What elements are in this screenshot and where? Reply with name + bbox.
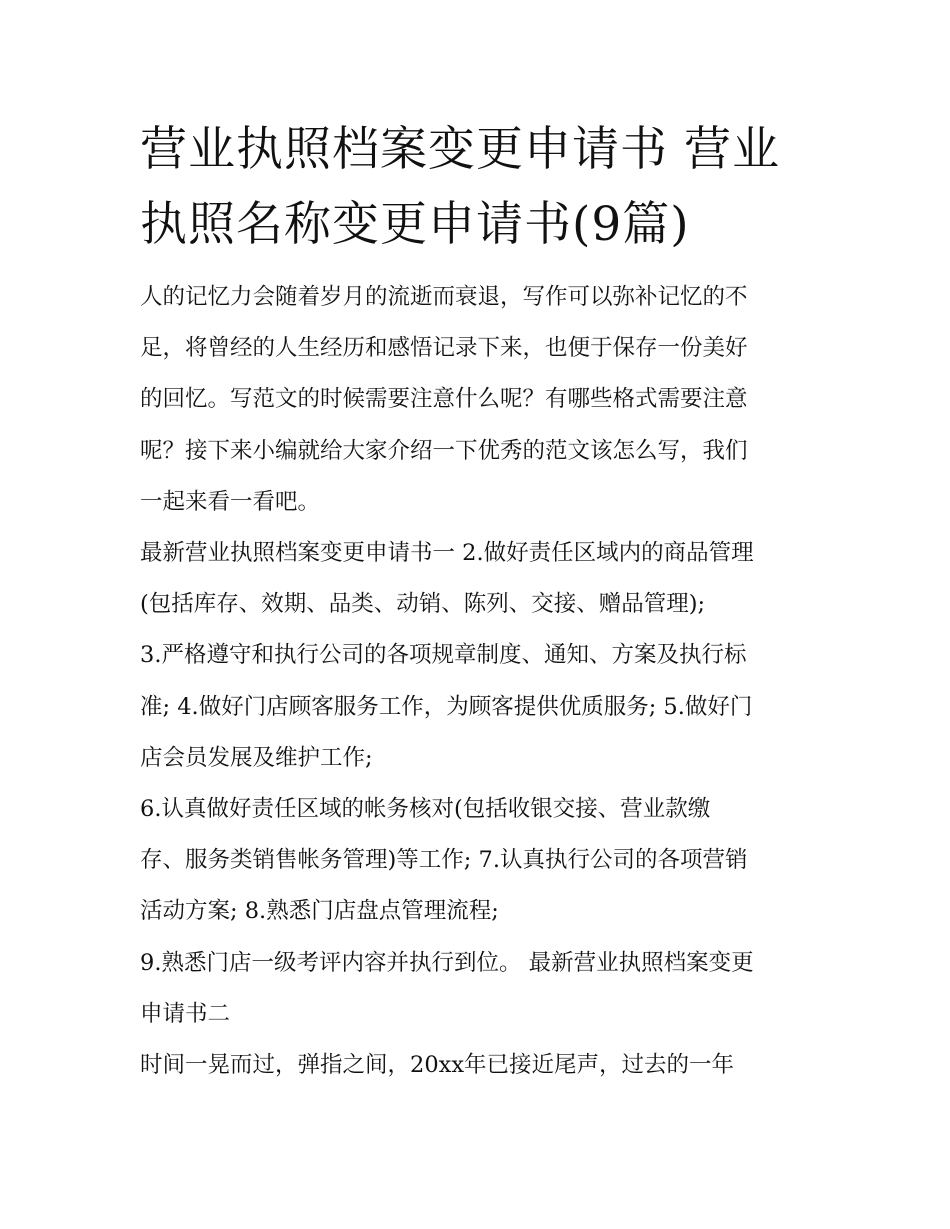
intro-paragraph (140, 272, 812, 528)
text-line: 足，将曾经的人生经历和感悟记录下来，也便于保存一份美好 (140, 335, 748, 362)
section-two-paragraph (140, 1040, 812, 1091)
text-line: 3.严格遵守和执行公司的各项规章制度、通知、方案及执行标 (140, 642, 747, 669)
item-3-paragraph (140, 630, 812, 784)
text-line: 最新营业执照档案变更申请书一 2.做好责任区域内的商品管理 (140, 540, 754, 567)
section-one-paragraph (140, 528, 812, 630)
document-title (140, 112, 812, 262)
text-line: (包括库存、效期、品类、动销、陈列、交接、赠品管理); (140, 591, 706, 618)
text-line: 存、服务类销售帐务管理)等工作; 7.认真执行公司的各项营销 (140, 847, 748, 874)
text-line: 6.认真做好责任区域的帐务核对(包括收银交接、营业款缴 (140, 796, 711, 823)
document-page (140, 112, 812, 1091)
title-line-2: 执照名称变更申请书(9篇) (140, 197, 690, 252)
text-line: 时间一晃而过，弹指之间，20xx年已接近尾声，过去的一年 (140, 1052, 735, 1079)
item-9-paragraph (140, 938, 812, 1040)
text-line: 人的记忆力会随着岁月的流逝而衰退，写作可以弥补记忆的不 (140, 284, 748, 310)
text-line: 活动方案; 8.熟悉门店盘点管理流程; (140, 898, 499, 925)
text-line: 9.熟悉门店一级考评内容并执行到位。 最新营业执照档案变更 (140, 949, 754, 976)
text-line: 申请书二 (140, 1000, 231, 1027)
title-line-1: 营业执照档案变更申请书 营业 (140, 122, 780, 177)
text-line: 店会员发展及维护工作; (140, 744, 373, 771)
text-line: 呢？接下来小编就给大家介绍一下优秀的范文该怎么写，我们 (140, 437, 748, 464)
text-line: 准; 4.做好门店顾客服务工作，为顾客提供优质服务; 5.做好门 (140, 693, 753, 720)
text-line: 的回忆。写范文的时候需要注意什么呢？有哪些格式需要注意 (140, 386, 748, 413)
text-line: 一起来看一看吧。 (140, 488, 321, 515)
item-6-paragraph (140, 784, 812, 938)
